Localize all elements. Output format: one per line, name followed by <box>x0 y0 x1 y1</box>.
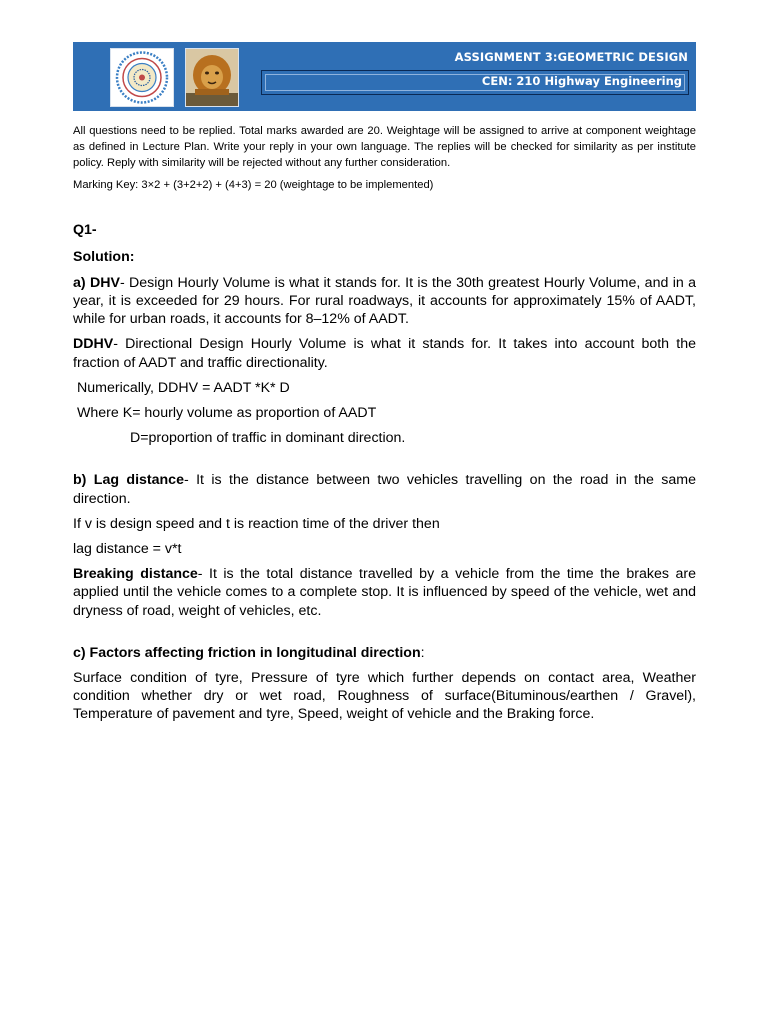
dhv-label: a) DHV <box>73 274 120 291</box>
lion-statue-icon <box>185 48 239 107</box>
header-banner <box>73 42 696 111</box>
marking-key: Marking Key: 3×2 + (3+2+2) + (4+3) = 20 (weightage to be implemented) <box>73 179 434 192</box>
lag-formula-line: lag distance = v*t <box>73 541 182 558</box>
where-d-line: D=proportion of traffic in dominant direction. <box>130 430 406 447</box>
breaking-distance-paragraph: Breaking distance- It is the total distance travelled by a vehicle from the time the brakes are applied until the vehicle comes to a complete stop. It is influenced by speed of the vehicle, wet and dryness of road, weight of vehicles, etc. <box>73 566 696 619</box>
course-title: CEN: 210 Highway Engineering <box>481 74 682 88</box>
lag-distance-paragraph: b) Lag distance- It is the distance between two vehicles travelling on the road in the same direction. <box>73 472 696 507</box>
friction-paragraph: Surface condition of tyre, Pressure of tyre which further depends on contact area, Weather condition whether dry or wet road, Roughness of surface(Bituminous/earthen / Gravel), Temperature of pavement and tyre, Speed, weight of vehicle and the Braking force. <box>73 670 696 723</box>
instructions-paragraph: All questions need to be replied. Total marks awarded are 20. Weightage will be assigned to arrive at component weightage as defined in Lecture Plan. Write your reply in your own language. The replies will be checked for similarity as per institute policy. Reply with similarity will be rejected without any further consideration. <box>73 125 696 169</box>
friction-heading: c) Factors affecting friction in longitudinal direction: <box>73 644 425 661</box>
ddhv-formula: Numerically, DDHV = AADT *K* D <box>77 379 290 396</box>
breaking-distance-label: Breaking distance <box>73 566 198 583</box>
question-heading: Q1- <box>73 222 97 239</box>
institute-seal-icon <box>110 48 174 107</box>
ddhv-paragraph: DDHV- Directional Design Hourly Volume is what it stands for. It takes into account both the fraction of AADT and traffic directionality. <box>73 336 696 371</box>
lag-condition-line: If v is design speed and t is reaction time of the driver then <box>73 515 440 532</box>
where-k-line: Where K= hourly volume as proportion of AADT <box>77 405 377 422</box>
lag-distance-label: b) Lag distance <box>73 472 184 489</box>
solution-label: Solution: <box>73 248 135 265</box>
ddhv-label: DDHV <box>73 336 114 353</box>
course-title-box <box>261 70 689 95</box>
assignment-title: ASSIGNMENT 3:GEOMETRIC DESIGN <box>454 50 688 64</box>
dhv-paragraph: a) DHV- Design Hourly Volume is what it stands for. It is the 30th greatest Hourly Volume, and in a year, it is exceeded for 29 hours. For rural roadways, it accounts for approximately 15% of AADT, while for urban roads, it accounts for 8–12% of AADT. <box>73 274 696 328</box>
document-body <box>73 124 696 724</box>
